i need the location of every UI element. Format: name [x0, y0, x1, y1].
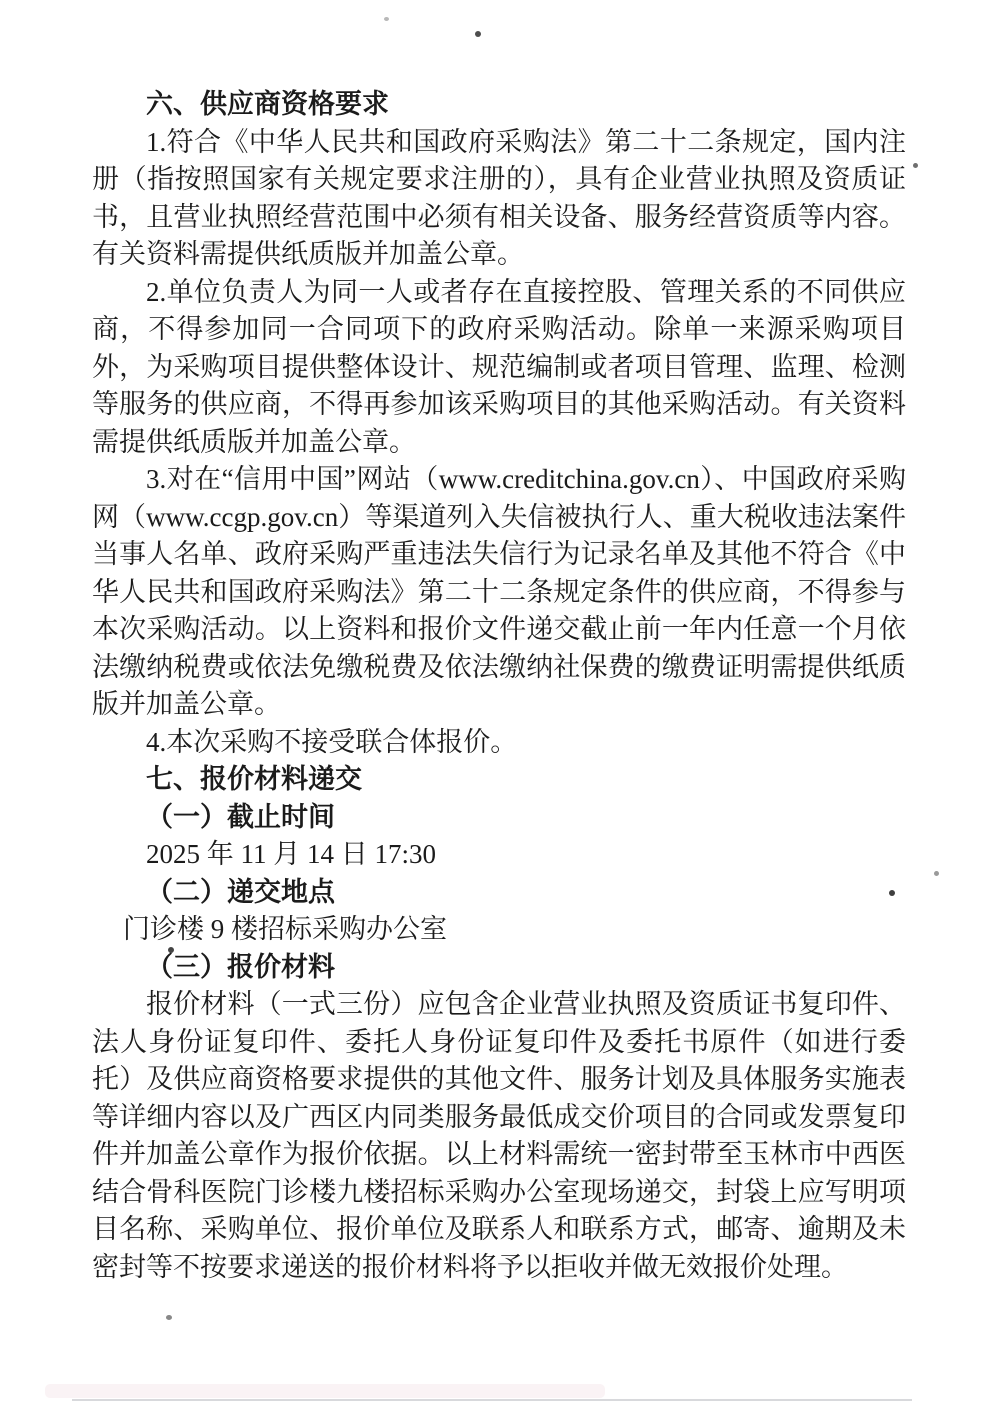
document-body — [92, 86, 906, 1286]
deadline-datetime: 2025 年 11 月 14 日 17:30 — [146, 839, 436, 869]
heading-supplier-qualification-requirements: 六、供应商资格要求 — [146, 89, 389, 119]
scan-speckle — [166, 1315, 172, 1320]
scan-edge-artifact — [72, 1399, 912, 1401]
clause-same-controller-restriction: 2.单位负责人为同一人或者存在直接控股、管理关系的不同供应商，不得参加同一合同项下的政府采购活动。除单一来源采购项目外，为采购项目提供整体设计、规范编制或者项目管理、监理、检测等服务的供应商，不得再参加该采购项目的其他采购活动。有关资料需提供纸质版并加盖公章。 — [92, 276, 906, 457]
scan-speckle — [934, 871, 939, 876]
scan-speckle — [913, 163, 918, 168]
scan-speckle — [384, 17, 389, 21]
heading-quotation-material-submission: 七、报价材料递交 — [146, 764, 362, 794]
clause-credit-blacklist-restriction: 3.对在“信用中国”网站（www.creditchina.gov.cn）、中国政府采购网（www.ccgp.gov.cn）等渠道列入失信被执行人、重大税收违法案件当事人名单、政府采购严重违法失信行为记录名单及其他不符合《中华人民共和国政府采购法》第二十二条规定条件的供应商，不得参与本次采购活动。以上资料和报价文件递交截止前一年内任意一个月依法缴纳税费或依法免缴税费及依法缴纳社保费的缴费证明需提供纸质版并加盖公章。 — [92, 464, 906, 719]
clause-registration-requirement: 1.符合《中华人民共和国政府采购法》第二十二条规定，国内注册（指按照国家有关规定要求注册的），具有企业营业执照及资质证书，且营业执照经营范围中必须有相关设备、服务经营资质等内容。有关资料需提供纸质版并加盖公章。 — [92, 126, 906, 269]
submission-location: 门诊楼 9 楼招标采购办公室 — [123, 914, 448, 944]
subheading-submission-location: （二）递交地点 — [146, 876, 335, 907]
clause-quotation-materials-detail: 报价材料（一式三份）应包含企业营业执照及资质证书复印件、法人身份证复印件、委托人身份证复印件及委托书原件（如进行委托）及供应商资格要求提供的其他文件、服务计划及具体服务实施表等详细内容以及广西区内同类服务最低成交价项目的合同或发票复印件并加盖公章作为报价依据。以上材料需统一密封带至玉林市中西医结合骨科医院门诊楼九楼招标采购办公室现场递交，封袋上应写明项目名称、采购单位、报价单位及联系人和联系方式，邮寄、逾期及未密封等不按要求递送的报价材料将予以拒收并做无效报价处理。 — [92, 989, 906, 1282]
scan-edge-tint — [45, 1384, 605, 1398]
clause-no-consortium-bids: 4.本次采购不接受联合体报价。 — [146, 726, 518, 757]
scan-speckle — [475, 31, 481, 37]
subheading-deadline: （一）截止时间 — [146, 801, 335, 832]
subheading-quotation-materials: （三）报价材料 — [146, 951, 335, 982]
